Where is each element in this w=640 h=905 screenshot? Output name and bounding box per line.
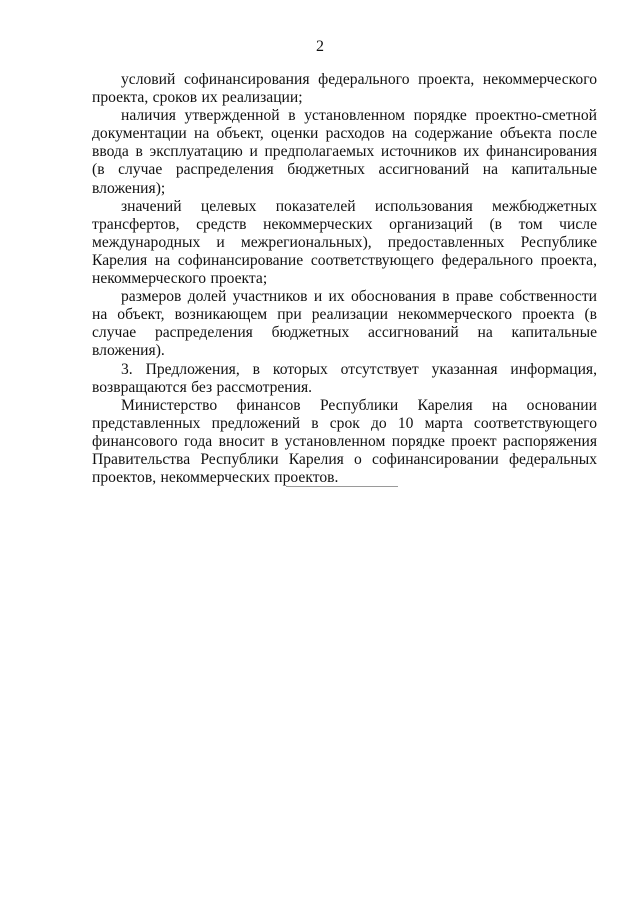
paragraph-design-documentation: наличия утвержденной в установленном порядке проектно-сметной документации на объект, оценки расходов на содержание объекта после ввода в эксплуатацию и предполагаемых источников их финансирования (в случае распределения бюджетных ассигнований на капитальные вложения); xyxy=(92,107,597,197)
paragraph-target-indicators: значений целевых показателей использования межбюджетных трансфертов, средств некоммерческих организаций (в том числе международных и межрегиональных), предоставленных Республике Карелия на софинансирование соответствующего федерального проекта, некоммерческого проекта; xyxy=(92,197,597,288)
document-body xyxy=(92,71,597,487)
page-number: 2 xyxy=(316,38,324,55)
paragraph-item-3-proposals-returned: 3. Предложения, в которых отсутствует указанная информация, возвращаются без рассмотрения. xyxy=(92,360,597,396)
end-separator-line xyxy=(286,486,398,487)
paragraph-cofinancing-conditions: условий софинансирования федерального проекта, некоммерческого проекта, сроков их реализации; xyxy=(92,71,597,107)
paragraph-ownership-shares: размеров долей участников и их обоснования в праве собственности на объект, возникающем при реализации некоммерческого проекта (в случае распределения бюджетных ассигнований на капитальные вложения). xyxy=(92,288,597,360)
paragraph-ministry-of-finance: Министерство финансов Республики Карелия на основании представленных предложений в срок до 10 марта соответствующего финансового года вносит в установленном порядке проект распоряжения Правительства Республики Карелия о софинансировании федеральных проектов, некоммерческих проектов. xyxy=(92,396,597,487)
